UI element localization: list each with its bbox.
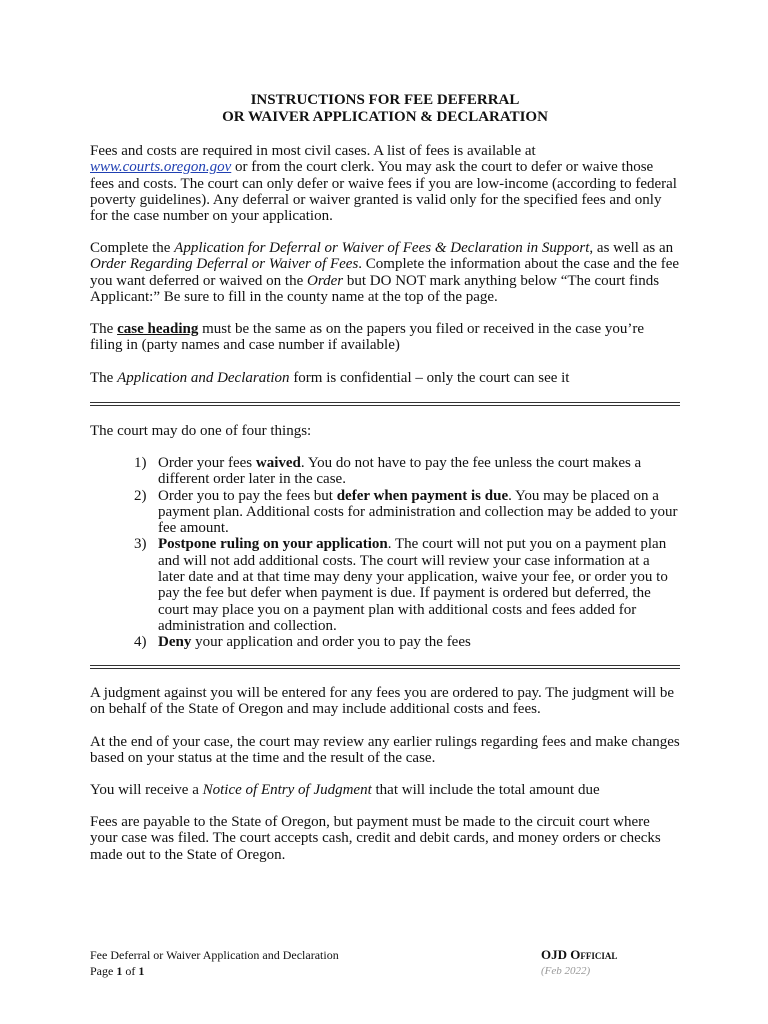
intro-p1-text-b: or from the court clerk. You may ask the court to defer or waive those fees and costs. The court can only defer or waive fees if you are low-income (according to federal poverty guidelines). Any deferral or waiver granted is valid only for the specified fees and only for the case number on your application. xyxy=(90,159,677,225)
option-text-b: . You may be placed on a payment plan. Additional costs for administration and collection may be added to your fee amount. xyxy=(158,487,678,537)
ojd-official-label: OJD Official xyxy=(541,947,618,962)
notice-text-b: that will include the total amount due xyxy=(371,782,600,798)
intro-paragraph-3 xyxy=(90,321,680,354)
intro-p2-text-c: . Complete the information about the case and the fee you want deferred or waived on the xyxy=(90,256,680,289)
page-of: of xyxy=(122,964,139,978)
order-word: Order xyxy=(307,272,344,289)
review-paragraph: At the end of your case, the court may review any earlier rulings regarding fees and make changes based on your status at the time and the result of the case. xyxy=(90,734,680,767)
page-total: 1 xyxy=(138,964,145,978)
intro-p4-text-a: The xyxy=(90,370,118,386)
page-label: Page xyxy=(90,964,117,978)
courts-website-link[interactable]: www.courts.oregon.gov xyxy=(90,159,232,176)
options-lead: The court may do one of four things: xyxy=(90,423,312,439)
option-emphasis: defer when payment is due xyxy=(336,487,509,504)
option-item-3 xyxy=(90,536,680,634)
case-heading-term: case heading xyxy=(117,321,199,337)
intro-p4-text-b: form is confidential – only the court can see it xyxy=(289,370,570,386)
footer-page-number xyxy=(90,963,339,979)
option-item-1 xyxy=(90,455,680,488)
application-declaration-name: Application and Declaration xyxy=(117,370,290,386)
option-number: 1) xyxy=(134,455,147,471)
option-text-b: . You do not have to pay the fee unless the court makes a different order later in the case. xyxy=(158,455,642,488)
title-line-2: OR WAIVER APPLICATION & DECLARATION xyxy=(222,109,548,125)
option-emphasis: Deny xyxy=(158,634,192,651)
intro-paragraph-4 xyxy=(90,370,680,386)
option-emphasis: Postpone ruling on your application xyxy=(158,536,388,553)
intro-paragraph-1 xyxy=(90,143,680,224)
option-emphasis: waived xyxy=(255,455,301,471)
option-number: 3) xyxy=(134,536,147,553)
title-line-1: INSTRUCTIONS FOR FEE DEFERRAL xyxy=(250,92,520,108)
option-number: 4) xyxy=(134,634,147,651)
option-text-a: Order you to pay the fees but xyxy=(158,487,337,504)
order-form-name: Order Regarding Deferral or Waiver of Fees xyxy=(90,256,359,273)
intro-p3-text-a: The xyxy=(90,321,118,337)
judgment-paragraph: A judgment against you will be entered for any fees you are ordered to pay. The judgment will be on behalf of the State of Oregon and may include additional costs and fees. xyxy=(90,685,674,718)
option-text-b: . The court will not put you on a payment plan and will not add additional costs. The court will review your case information at a later date and at that time may deny your application, waive your fee, or order you to pay the fee but defer when payment is due. If payment is ordered but deferred, the court may place you on a payment plan with additional costs and fees added for administration and collection. xyxy=(158,536,668,634)
footer-left xyxy=(90,947,339,979)
option-item-4 xyxy=(90,634,680,650)
intro-p2-text-b: , as well as an xyxy=(589,240,674,256)
section-divider-1 xyxy=(90,402,680,406)
intro-p2-text-d: but DO NOT mark anything below “The court finds Applicant:” Be sure to fill in the county name at the top of the page. xyxy=(90,272,660,305)
payment-paragraph: Fees are payable to the State of Oregon, but payment must be made to the circuit court where your case was filed. The court accepts cash, credit and debit cards, and money orders or checks made out to the State of Oregon. xyxy=(90,814,661,863)
notice-paragraph xyxy=(90,782,680,798)
page-current: 1 xyxy=(116,964,123,978)
intro-p1-text-a: Fees and costs are required in most civil cases. A list of fees is available at xyxy=(90,143,536,159)
intro-p3-text-b: must be the same as on the papers you filed or received in the case you’re filing in (party names and case number if available) xyxy=(90,321,645,354)
notice-document-name: Notice of Entry of Judgment xyxy=(202,782,372,798)
footer-right xyxy=(541,947,617,979)
option-item-2 xyxy=(90,488,680,537)
intro-paragraph-2 xyxy=(90,240,680,305)
option-number: 2) xyxy=(134,487,147,504)
option-text-a: Order your fees xyxy=(158,455,256,471)
footer-form-name: Fee Deferral or Waiver Application and Declaration xyxy=(90,948,339,962)
option-text-b: your application and order you to pay the fees xyxy=(191,634,471,651)
document-title xyxy=(90,92,680,126)
section-divider-2 xyxy=(90,665,680,669)
revision-date: (Feb 2022) xyxy=(541,965,591,977)
options-list xyxy=(90,455,680,651)
notice-text-a: You will receive a xyxy=(90,782,203,798)
application-form-name: Application for Deferral or Waiver of Fees & Declaration in Support xyxy=(174,240,590,256)
intro-p2-text-a: Complete the xyxy=(90,240,175,256)
